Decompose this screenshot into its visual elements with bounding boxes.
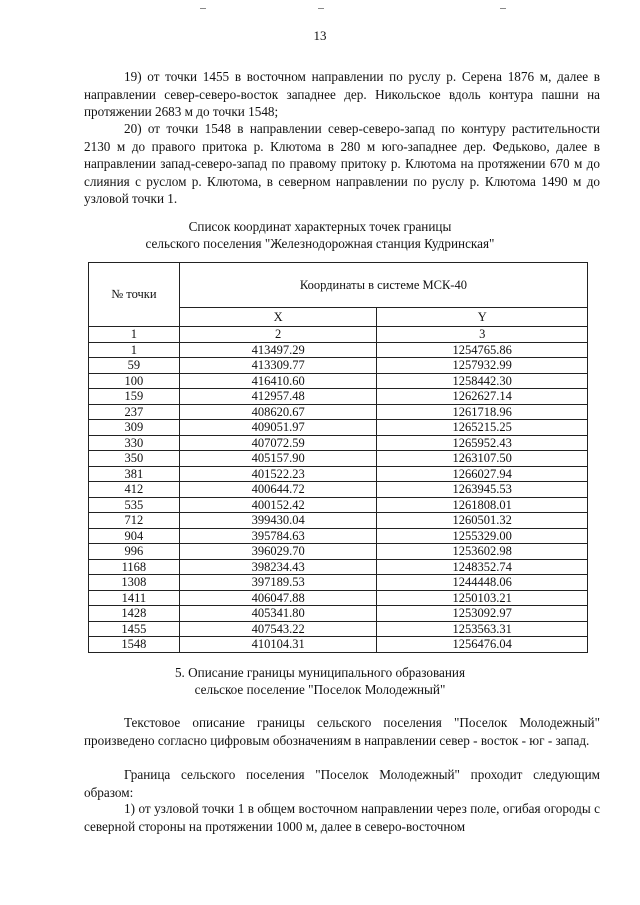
cell-point: 1411 (89, 590, 180, 606)
header-point-number: № точки (89, 263, 180, 327)
table-row (89, 420, 588, 436)
cell-y: 1261808.01 (377, 497, 588, 513)
cell-x: 412957.48 (179, 389, 377, 405)
table-row (89, 404, 588, 420)
cell-y: 1266027.94 (377, 466, 588, 482)
header-coordinates: Координаты в системе МСК-40 (179, 263, 587, 308)
scan-speck (318, 8, 324, 9)
paragraph-point-1 (84, 800, 600, 835)
section-heading-line2: сельское поселение "Поселок Молодежный" (194, 682, 446, 697)
cell-y: 1260501.32 (377, 513, 588, 529)
cell-x: 399430.04 (179, 513, 377, 529)
cell-x: 400152.42 (179, 497, 377, 513)
paragraph-20 (84, 120, 600, 208)
header-x: X (179, 308, 377, 327)
cell-y: 1265952.43 (377, 435, 588, 451)
cell-point: 100 (89, 373, 180, 389)
cell-y: 1255329.00 (377, 528, 588, 544)
cell-point: 350 (89, 451, 180, 467)
cell-y: 1261718.96 (377, 404, 588, 420)
cell-y: 1263107.50 (377, 451, 588, 467)
cell-x: 398234.43 (179, 559, 377, 575)
cell-x: 413309.77 (179, 358, 377, 374)
table-row (89, 544, 588, 560)
section-heading-line1: 5. Описание границы муниципального образования (174, 665, 466, 680)
column-number-row (89, 327, 588, 343)
cell-point: 712 (89, 513, 180, 529)
table-row (89, 342, 588, 358)
cell-x: 406047.88 (179, 590, 377, 606)
table-row (89, 559, 588, 575)
cell-y: 1257932.99 (377, 358, 588, 374)
cell-point: 1455 (89, 621, 180, 637)
cell-x: 401522.23 (179, 466, 377, 482)
cell-x: 416410.60 (179, 373, 377, 389)
cell-x: 405341.80 (179, 606, 377, 622)
paragraph-point-1-text: 1) от узловой точки 1 в общем восточном направлении через поле, огибая огороды с северной стороны на протяжении 1000 м, далее в северо-восточном (84, 801, 600, 834)
column-number-3: 3 (377, 327, 588, 343)
cell-y: 1262627.14 (377, 389, 588, 405)
cell-x: 408620.67 (179, 404, 377, 420)
paragraph-description (84, 714, 600, 749)
cell-x: 407543.22 (179, 621, 377, 637)
cell-point: 159 (89, 389, 180, 405)
column-number-1: 1 (89, 327, 180, 343)
paragraph-description-text: Текстовое описание границы сельского поселения "Поселок Молодежный" произведено согласно цифровым обозначениям в направлении север - восток - юг - запад. (84, 715, 600, 748)
table-row (89, 590, 588, 606)
paragraph-19-text: 19) от точки 1455 в восточном направлении по руслу р. Серена 1876 м, далее в направлении север-северо-восток западнее дер. Никольское вдоль контура пашни на протяжении 2683 м до точки 1548; (84, 69, 600, 119)
cell-point: 1428 (89, 606, 180, 622)
paragraph-boundary-intro-text: Граница сельского поселения "Поселок Молодежный" проходит следующим образом: (84, 767, 600, 800)
table-row (89, 451, 588, 467)
cell-x: 413497.29 (179, 342, 377, 358)
table-row (89, 637, 588, 653)
cell-point: 535 (89, 497, 180, 513)
table-row (89, 606, 588, 622)
table-title-line1: Список координат характерных точек границы (188, 219, 452, 234)
cell-x: 396029.70 (179, 544, 377, 560)
scan-speck (200, 8, 206, 9)
cell-point: 237 (89, 404, 180, 420)
cell-y: 1263945.53 (377, 482, 588, 498)
cell-y: 1250103.21 (377, 590, 588, 606)
cell-y: 1248352.74 (377, 559, 588, 575)
paragraph-19 (84, 68, 600, 121)
cell-y: 1265215.25 (377, 420, 588, 436)
cell-x: 400644.72 (179, 482, 377, 498)
table-row (89, 435, 588, 451)
cell-point: 381 (89, 466, 180, 482)
cell-point: 1548 (89, 637, 180, 653)
table-row (89, 497, 588, 513)
cell-x: 410104.31 (179, 637, 377, 653)
cell-point: 309 (89, 420, 180, 436)
paragraph-20-text: 20) от точки 1548 в направлении север-северо-запад по контуру растительности 2130 м до правого притока р. Клютома в 280 м юго-западнее дер. Федьково, далее в направлении запад-северо-запад по правому притоку р. Клютома на протяжении 670 м до слияния с руслом р. Клютома, в северном направлении по руслу р. Клютома 1490 м до узловой точки 1. (84, 121, 600, 206)
header-y: Y (377, 308, 588, 327)
cell-point: 904 (89, 528, 180, 544)
cell-point: 1 (89, 342, 180, 358)
cell-x: 405157.90 (179, 451, 377, 467)
cell-y: 1256476.04 (377, 637, 588, 653)
table-row (89, 358, 588, 374)
table-row (89, 389, 588, 405)
table-row (89, 482, 588, 498)
cell-x: 395784.63 (179, 528, 377, 544)
cell-y: 1253563.31 (377, 621, 588, 637)
cell-point: 1308 (89, 575, 180, 591)
table-row (89, 528, 588, 544)
cell-y: 1258442.30 (377, 373, 588, 389)
table-row (89, 466, 588, 482)
cell-point: 412 (89, 482, 180, 498)
cell-point: 1168 (89, 559, 180, 575)
cell-x: 407072.59 (179, 435, 377, 451)
cell-point: 996 (89, 544, 180, 560)
cell-y: 1253092.97 (377, 606, 588, 622)
column-number-2: 2 (179, 327, 377, 343)
cell-point: 330 (89, 435, 180, 451)
scan-speck (500, 8, 506, 9)
table-row (89, 373, 588, 389)
page-number: 13 (313, 28, 327, 43)
cell-y: 1253602.98 (377, 544, 588, 560)
cell-point: 59 (89, 358, 180, 374)
cell-x: 409051.97 (179, 420, 377, 436)
cell-x: 397189.53 (179, 575, 377, 591)
table-row (89, 621, 588, 637)
cell-y: 1254765.86 (377, 342, 588, 358)
table-row (89, 513, 588, 529)
table-title-line2: сельского поселения "Железнодорожная станция Кудринская" (145, 236, 495, 251)
paragraph-boundary-intro (84, 766, 600, 801)
table-row (89, 575, 588, 591)
coordinates-table (88, 262, 588, 653)
cell-y: 1244448.06 (377, 575, 588, 591)
